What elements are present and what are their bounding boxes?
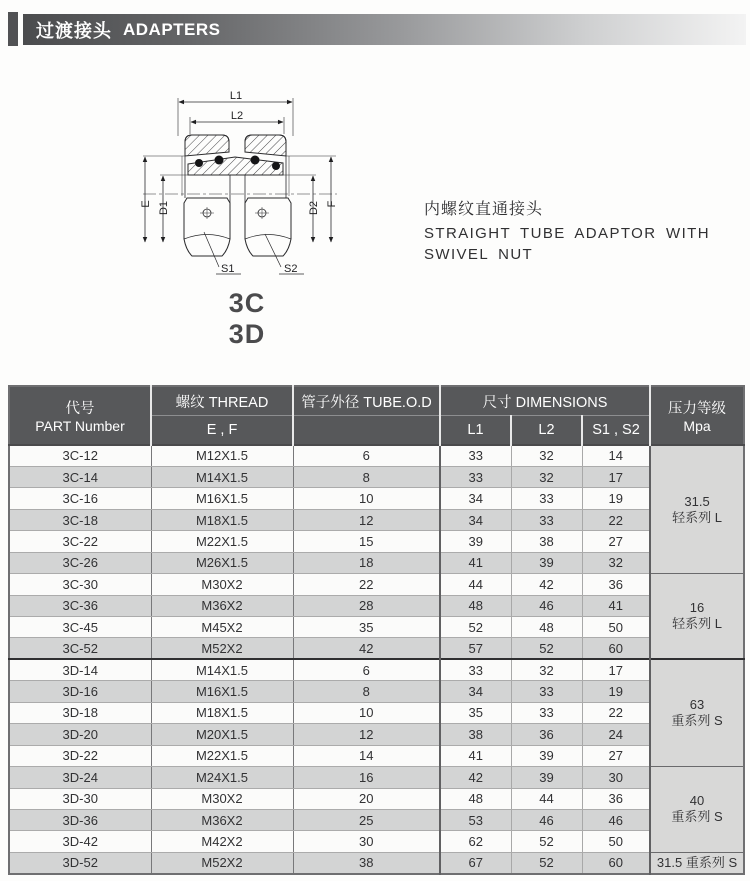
thread-cell: M36X2 — [151, 595, 293, 616]
l2-cell: 39 — [511, 745, 582, 766]
l2-cell: 32 — [511, 445, 582, 466]
thread-cell: M24X1.5 — [151, 767, 293, 788]
thread-cell: M45X2 — [151, 617, 293, 638]
part-number-cell: 3D-20 — [9, 724, 151, 745]
table-row — [9, 488, 744, 509]
part-number-cell: 3D-36 — [9, 809, 151, 830]
thread-cell: M52X2 — [151, 638, 293, 659]
s1s2-cell: 19 — [582, 488, 650, 509]
l1-cell: 33 — [440, 659, 511, 680]
table-row — [9, 574, 744, 595]
s1s2-cell: 14 — [582, 445, 650, 466]
subheader-l2: L2 — [511, 416, 582, 446]
tube-od-cell: 30 — [293, 831, 440, 852]
l2-cell: 39 — [511, 552, 582, 573]
tube-od-cell: 35 — [293, 617, 440, 638]
l1-cell: 33 — [440, 466, 511, 487]
tube-od-cell: 18 — [293, 552, 440, 573]
thread-cell: M14X1.5 — [151, 659, 293, 680]
l1-cell: 42 — [440, 767, 511, 788]
thread-cell: M16X1.5 — [151, 681, 293, 702]
l1-cell: 34 — [440, 509, 511, 530]
thread-cell: M52X2 — [151, 852, 293, 873]
l1-cell: 48 — [440, 788, 511, 809]
l1-cell: 48 — [440, 595, 511, 616]
thread-cell: M14X1.5 — [151, 466, 293, 487]
col-header-pressure: 压力等级 Mpa — [650, 386, 744, 445]
l1-cell: 44 — [440, 574, 511, 595]
banner-title-zh: 过渡接头 — [36, 20, 112, 41]
part-number-cell: 3C-30 — [9, 574, 151, 595]
part-number-cell: 3C-26 — [9, 552, 151, 573]
table-row — [9, 595, 744, 616]
part-number-cell: 3C-45 — [9, 617, 151, 638]
s1s2-cell: 27 — [582, 531, 650, 552]
col-header-dimensions: 尺寸 DIMENSIONS — [440, 386, 650, 416]
l1-cell: 52 — [440, 617, 511, 638]
l1-cell: 39 — [440, 531, 511, 552]
l2-cell: 33 — [511, 488, 582, 509]
l2-cell: 33 — [511, 681, 582, 702]
s1s2-cell: 19 — [582, 681, 650, 702]
s1s2-cell: 17 — [582, 466, 650, 487]
s1s2-cell: 36 — [582, 574, 650, 595]
adapter-section-drawing — [140, 84, 350, 299]
banner-accent-bar — [8, 12, 18, 46]
l1-cell: 33 — [440, 445, 511, 466]
l2-cell: 42 — [511, 574, 582, 595]
spec-table-body — [9, 445, 744, 874]
dim-label-s1: S1 — [221, 263, 235, 275]
table-row — [9, 702, 744, 723]
thread-cell: M18X1.5 — [151, 702, 293, 723]
pressure-rating-cell: 16 轻系列 L — [650, 574, 744, 660]
l1-cell: 41 — [440, 745, 511, 766]
l1-cell: 57 — [440, 638, 511, 659]
table-row — [9, 509, 744, 530]
dim-label-d2: D2 — [308, 200, 320, 216]
page-banner — [23, 14, 746, 45]
tube-od-cell: 38 — [293, 852, 440, 873]
spec-table — [8, 385, 745, 875]
l2-cell: 38 — [511, 531, 582, 552]
dim-label-e: E — [140, 200, 152, 208]
part-number-cell: 3D-52 — [9, 852, 151, 873]
s1s2-cell: 24 — [582, 724, 650, 745]
pressure-rating-cell: 63 重系列 S — [650, 659, 744, 766]
pressure-rating-cell: 40 重系列 S — [650, 767, 744, 853]
table-row — [9, 552, 744, 573]
part-number-cell: 3C-36 — [9, 595, 151, 616]
subheader-tube-empty — [293, 416, 440, 446]
table-row — [9, 852, 744, 873]
col-header-thread: 螺纹 THREAD — [151, 386, 293, 416]
tube-od-cell: 8 — [293, 681, 440, 702]
l1-cell: 67 — [440, 852, 511, 873]
table-row — [9, 617, 744, 638]
s1s2-cell: 60 — [582, 852, 650, 873]
l2-cell: 33 — [511, 702, 582, 723]
model-code-3d: 3D — [228, 319, 266, 349]
pressure-rating-cell: 31.5 轻系列 L — [650, 445, 744, 574]
s1s2-cell: 30 — [582, 767, 650, 788]
tube-od-cell: 10 — [293, 702, 440, 723]
tube-od-cell: 10 — [293, 488, 440, 509]
technical-drawing — [140, 84, 350, 299]
thread-cell: M12X1.5 — [151, 445, 293, 466]
table-row — [9, 466, 744, 487]
l2-cell: 32 — [511, 466, 582, 487]
l2-cell: 44 — [511, 788, 582, 809]
table-row — [9, 445, 744, 466]
model-codes — [147, 288, 347, 350]
part-number-cell: 3D-42 — [9, 831, 151, 852]
tube-od-cell: 22 — [293, 574, 440, 595]
thread-cell: M20X1.5 — [151, 724, 293, 745]
tube-od-cell: 25 — [293, 809, 440, 830]
l1-cell: 35 — [440, 702, 511, 723]
part-number-cell: 3C-22 — [9, 531, 151, 552]
thread-cell: M30X2 — [151, 574, 293, 595]
banner-title-en: ADAPTERS — [123, 19, 221, 39]
s1s2-cell: 32 — [582, 552, 650, 573]
table-row — [9, 767, 744, 788]
table-row — [9, 531, 744, 552]
subheader-thread-ef: E , F — [151, 416, 293, 446]
part-number-cell: 3C-52 — [9, 638, 151, 659]
table-row — [9, 681, 744, 702]
tube-od-cell: 28 — [293, 595, 440, 616]
table-row — [9, 638, 744, 659]
subheader-s1s2: S1 , S2 — [582, 416, 650, 446]
thread-cell: M22X1.5 — [151, 531, 293, 552]
model-code-3c: 3C — [228, 288, 266, 318]
table-row — [9, 745, 744, 766]
s1s2-cell: 22 — [582, 509, 650, 530]
l2-cell: 33 — [511, 509, 582, 530]
description-en-line2: SWIVEL NUT — [424, 246, 534, 263]
thread-cell: M42X2 — [151, 831, 293, 852]
part-number-cell: 3C-18 — [9, 509, 151, 530]
tube-od-cell: 15 — [293, 531, 440, 552]
tube-od-cell: 14 — [293, 745, 440, 766]
table-row — [9, 809, 744, 830]
l2-cell: 52 — [511, 638, 582, 659]
thread-cell: M16X1.5 — [151, 488, 293, 509]
product-description — [424, 196, 710, 265]
tube-od-cell: 16 — [293, 767, 440, 788]
l1-cell: 38 — [440, 724, 511, 745]
part-number-cell: 3C-16 — [9, 488, 151, 509]
s1s2-cell: 50 — [582, 831, 650, 852]
s1s2-cell: 22 — [582, 702, 650, 723]
thread-cell: M22X1.5 — [151, 745, 293, 766]
l2-cell: 46 — [511, 809, 582, 830]
thread-cell: M36X2 — [151, 809, 293, 830]
thread-cell: M26X1.5 — [151, 552, 293, 573]
subheader-l1: L1 — [440, 416, 511, 446]
part-number-cell: 3D-24 — [9, 767, 151, 788]
s1s2-cell: 60 — [582, 638, 650, 659]
description-zh: 内螺纹直通接头 — [424, 201, 544, 218]
s1s2-cell: 36 — [582, 788, 650, 809]
l2-cell: 48 — [511, 617, 582, 638]
table-row — [9, 788, 744, 809]
s1s2-cell: 27 — [582, 745, 650, 766]
l2-cell: 52 — [511, 852, 582, 873]
l2-cell: 36 — [511, 724, 582, 745]
dim-label-f: F — [326, 200, 338, 208]
spec-table-header — [9, 386, 744, 445]
l2-cell: 52 — [511, 831, 582, 852]
pressure-rating-cell: 31.5 重系列 S — [650, 852, 744, 873]
l1-cell: 53 — [440, 809, 511, 830]
col-header-part-number: 代号 PART Number — [9, 386, 151, 445]
tube-od-cell: 12 — [293, 724, 440, 745]
thread-cell: M30X2 — [151, 788, 293, 809]
tube-od-cell: 6 — [293, 659, 440, 680]
tube-od-cell: 12 — [293, 509, 440, 530]
table-row — [9, 724, 744, 745]
table-row — [9, 831, 744, 852]
s1s2-cell: 50 — [582, 617, 650, 638]
dim-label-s2: S2 — [284, 263, 298, 275]
tube-od-cell: 8 — [293, 466, 440, 487]
dim-label-l1: L1 — [229, 90, 243, 102]
s1s2-cell: 17 — [582, 659, 650, 680]
l1-cell: 62 — [440, 831, 511, 852]
tube-od-cell: 6 — [293, 445, 440, 466]
table-row — [9, 659, 744, 680]
l1-cell: 34 — [440, 681, 511, 702]
dim-label-l2: L2 — [230, 110, 244, 122]
part-number-cell: 3C-12 — [9, 445, 151, 466]
l2-cell: 32 — [511, 659, 582, 680]
part-number-cell: 3C-14 — [9, 466, 151, 487]
description-en-line1: STRAIGHT TUBE ADAPTOR WITH — [424, 225, 710, 242]
tube-od-cell: 20 — [293, 788, 440, 809]
l2-cell: 39 — [511, 767, 582, 788]
l1-cell: 34 — [440, 488, 511, 509]
part-number-cell: 3D-22 — [9, 745, 151, 766]
s1s2-cell: 46 — [582, 809, 650, 830]
part-number-cell: 3D-14 — [9, 659, 151, 680]
l1-cell: 41 — [440, 552, 511, 573]
col-header-tube-od: 管子外径 TUBE.O.D — [293, 386, 440, 416]
thread-cell: M18X1.5 — [151, 509, 293, 530]
l2-cell: 46 — [511, 595, 582, 616]
part-number-cell: 3D-18 — [9, 702, 151, 723]
tube-od-cell: 42 — [293, 638, 440, 659]
part-number-cell: 3D-16 — [9, 681, 151, 702]
dim-label-d1: D1 — [158, 200, 170, 216]
s1s2-cell: 41 — [582, 595, 650, 616]
part-number-cell: 3D-30 — [9, 788, 151, 809]
